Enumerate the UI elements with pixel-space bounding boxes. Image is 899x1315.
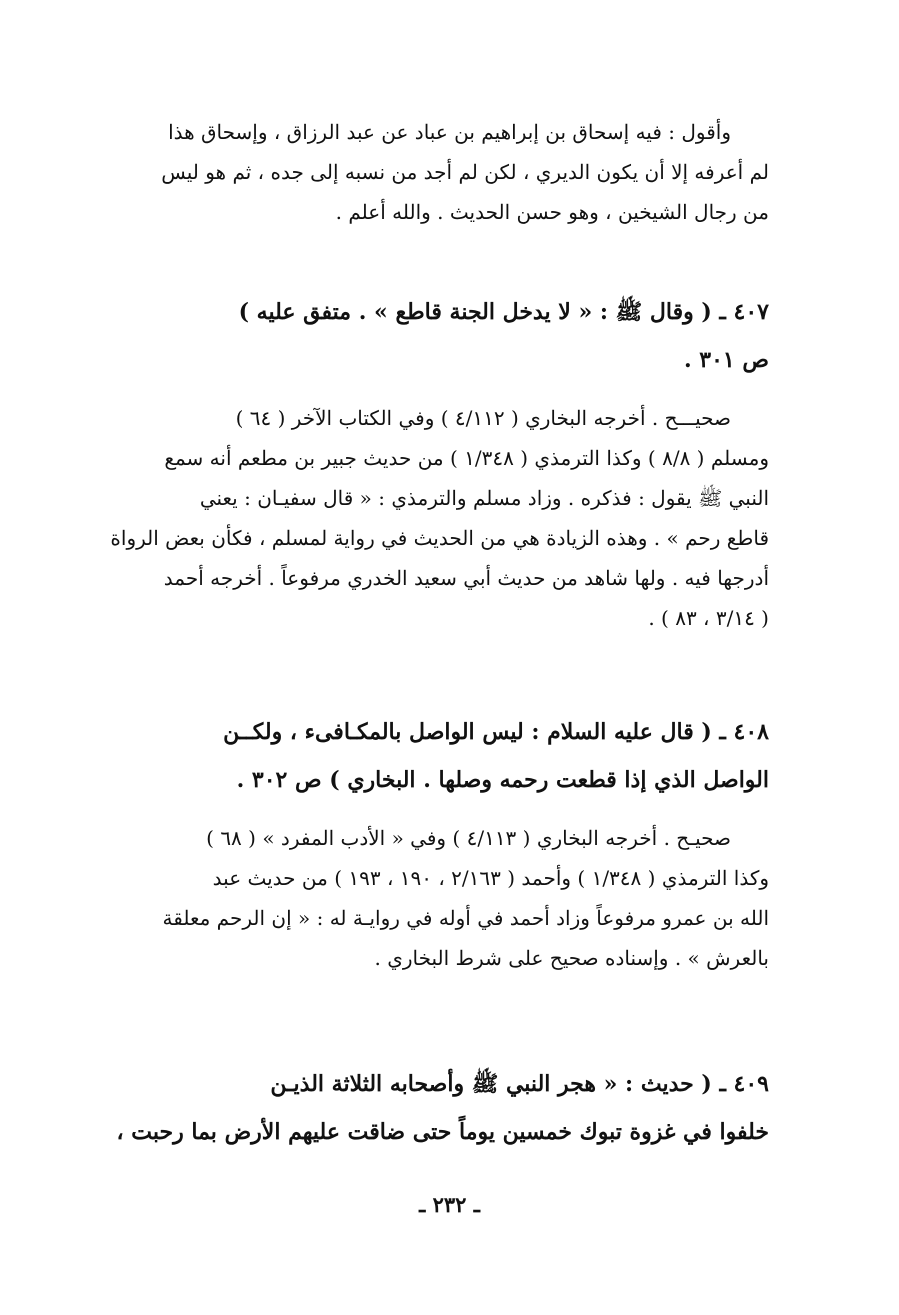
heading-line: ٤٠٩ ـ ( حديث : « هجر النبي ﷺ وأصحابه الثلاثة الذيـن: [270, 1071, 769, 1097]
hadith-409-heading: [99, 1060, 769, 1156]
heading-line: ٤٠٧ ـ ( وقال ﷺ : « لا يدخل الجنة قاطع » . متفق عليه ): [238, 299, 769, 325]
text-line: صحيـــح . أخرجه البخاري ( ٤/١١٢ ) وفي الكتاب الآخر ( ٦٤ ): [235, 406, 731, 430]
heading-line: ٤٠٨ ـ ( قال عليه السلام : ليس الواصل بالمكـافىء ، ولكــن: [223, 719, 769, 745]
heading-line: خلفوا في غزوة تبوك خمسين يوماً حتى ضاقت عليهم الأرض بما رحبت ،: [116, 1119, 769, 1145]
page-number: ـ ٢٣٢ ـ: [419, 1192, 480, 1217]
text-line: أدرجها فيه . ولها شاهد من حديث أبي سعيد الخدري مرفوعاً . أخرجه أحمد: [163, 566, 769, 590]
hadith-407-commentary: [99, 398, 769, 638]
intro-paragraph: [99, 112, 769, 232]
text-line: ومسلم ( ٨/٨ ) وكذا الترمذي ( ١/٣٤٨ ) من حديث جبير بن مطعم أنه سمع: [164, 446, 769, 470]
text-line: صحيـح . أخرجه البخاري ( ٤/١١٣ ) وفي « الأدب المفرد » ( ٦٨ ): [206, 826, 731, 850]
text-line: بالعرش » . وإسناده صحيح على شرط البخاري .: [374, 946, 769, 970]
text-line: وكذا الترمذي ( ١/٣٤٨ ) وأحمد ( ٢/١٦٣ ، ١٩٠ ، ١٩٣ ) من حديث عبد: [212, 866, 769, 890]
text-line: قاطع رحم » . وهذه الزيادة هي من الحديث في رواية لمسلم ، فكأن بعض الرواة: [110, 526, 769, 550]
heading-line: ص ٣٠١ .: [683, 347, 769, 373]
hadith-408-heading: [99, 708, 769, 804]
text-line: وأقول : فيه إسحاق بن إبراهيم بن عباد عن عبد الرزاق ، وإسحاق هذا: [168, 120, 731, 144]
hadith-407-heading: [99, 288, 769, 384]
text-line: الله بن عمرو مرفوعاً وزاد أحمد في أوله في روايـة له : « إن الرحم معلقة: [162, 906, 769, 930]
heading-line: الواصل الذي إذا قطعت رحمه وصلها . البخاري ) ص ٣٠٢ .: [236, 767, 769, 793]
text-line: ( ٣/١٤ ، ٨٣ ) .: [648, 606, 769, 630]
text-line: النبي ﷺ يقول : فذكره . وزاد مسلم والترمذي : « قال سفيـان : يعني: [199, 486, 769, 510]
text-line: لم أعرفه إلا أن يكون الديري ، لكن لم أجد من نسبه إلى جده ، ثم هو ليس: [161, 160, 769, 184]
hadith-408-commentary: [99, 818, 769, 978]
text-line: من رجال الشيخين ، وهو حسن الحديث . والله أعلم .: [335, 200, 769, 224]
